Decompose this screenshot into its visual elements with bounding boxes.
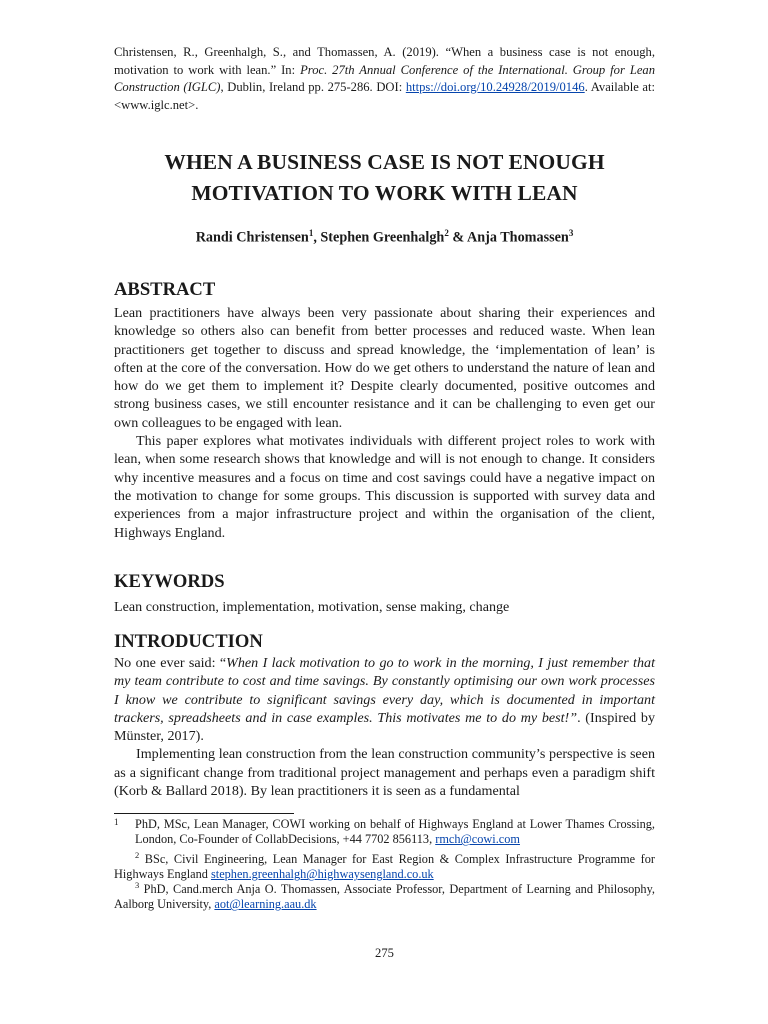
footnote-divider xyxy=(114,813,294,814)
author-name: Stephen Greenhalgh xyxy=(320,229,445,246)
abstract-paragraph: This paper explores what motivates individuals with different project roles to work with lean, when some research shows that knowledge and will is not enough to change. It considers why incentive measures and a focus on time and cost savings could have a negative impact on the motivation to change for some groups. This discussion is supported with survey data and experiences from a major infrastructure project and within the organisation of the client, Highways England. xyxy=(114,433,655,541)
citation-proceedings: Proc. 27th Annual Conference of the International. Group for Lean Construction (IGLC) xyxy=(114,62,656,94)
intro-quote: When I lack motivation to go to work in the morning, I just remember that my team contribute to cost and time savings. By constantly optimising our own work processes I know we contribute to significant savings every day, which is documented in important trackers, spreadsheets and in case examples. This motivates me to do my best!” xyxy=(114,655,655,726)
abstract-heading: ABSTRACT xyxy=(114,279,216,300)
footnote-text: PhD, Cand.merch Anja O. Thomassen, Associate Professor, Department of Learning and Philosophy, Aalborg University, xyxy=(114,882,655,912)
citation-place: , Dublin, Ireland pp. 275-286. DOI: xyxy=(220,80,406,94)
introduction-heading: INTRODUCTION xyxy=(114,631,263,652)
author-separator: & xyxy=(448,229,467,246)
footnote-number: 3 xyxy=(135,880,140,890)
author-affiliation-marker: 2 xyxy=(444,228,449,238)
footnote-number: 2 xyxy=(135,850,140,860)
footnote-text: PhD, MSc, Lean Manager, COWI working on behalf of Highways England at Lower Thames Crossing, London, Co-Founder of CollabDecisions, +44 7702 856113, xyxy=(135,817,655,847)
keywords-heading: KEYWORDS xyxy=(114,571,225,592)
paper-title: WHEN A BUSINESS CASE IS NOT ENOUGH MOTIVATION TO WORK WITH LEAN xyxy=(164,150,605,205)
author-affiliation-marker: 3 xyxy=(568,228,574,238)
footnote xyxy=(114,817,655,847)
introduction-paragraph: Implementing lean construction from the lean construction community’s perspective is seen as a significant change from traditional project management and perhaps even a paradigm shift (Korb & Ballard 2018). By lean practitioners it is seen as a fundamental xyxy=(114,746,655,800)
intro-after-quote: . (Inspired by Münster, 2017). xyxy=(114,709,655,745)
author-affiliation-marker: 1 xyxy=(308,228,314,238)
email-link[interactable]: stephen.greenhalgh@highwaysengland.co.uk xyxy=(211,867,434,882)
author-separator: , xyxy=(313,229,321,246)
page-number: 275 xyxy=(375,946,394,960)
keywords-list: Lean construction, implementation, motivation, sense making, change xyxy=(114,599,510,615)
author-list xyxy=(114,228,655,247)
footnote-text: BSc, Civil Engineering, Lean Manager for East Region & Complex Infrastructure Programme for Highways England xyxy=(114,852,655,882)
email-link[interactable]: aot@learning.aau.dk xyxy=(214,897,317,912)
email-link[interactable]: rmch@cowi.com xyxy=(435,832,520,847)
introduction-paragraph xyxy=(114,654,655,745)
abstract-paragraph: Lean practitioners have always been very passionate about sharing their experiences and knowledge so others also can benefit from better processes and reduced waste. When lean practitioners get together to discuss and spread knowledge, the ‘implementation of lean’ is often at the core of the conversation. How do we get others to understand the nature of lean and how do we get them to implement it? Despite clearly documented, positive outcomes and strong business cases, we still encounter resistance and it can be challenging to even get our own colleagues to be engaged with lean. xyxy=(114,305,655,431)
author-name: Anja Thomassen xyxy=(466,229,569,246)
abstract-body xyxy=(114,304,655,542)
citation-tail: . Available at: <www.iglc.net>. xyxy=(114,80,655,112)
footnote xyxy=(114,878,655,913)
citation-header xyxy=(114,44,655,114)
intro-lead: No one ever said: “ xyxy=(114,655,227,671)
citation-lead: Christensen, R., Greenhalgh, S., and Thomassen, A. (2019). “When a business case is not enough, motivation to work with lean.” In: xyxy=(114,45,655,77)
introduction-body xyxy=(114,654,655,800)
doi-link[interactable]: https://doi.org/10.24928/2019/0146 xyxy=(405,80,585,94)
footnote-number: 1 xyxy=(114,817,119,827)
author-name: Randi Christensen xyxy=(195,229,309,246)
